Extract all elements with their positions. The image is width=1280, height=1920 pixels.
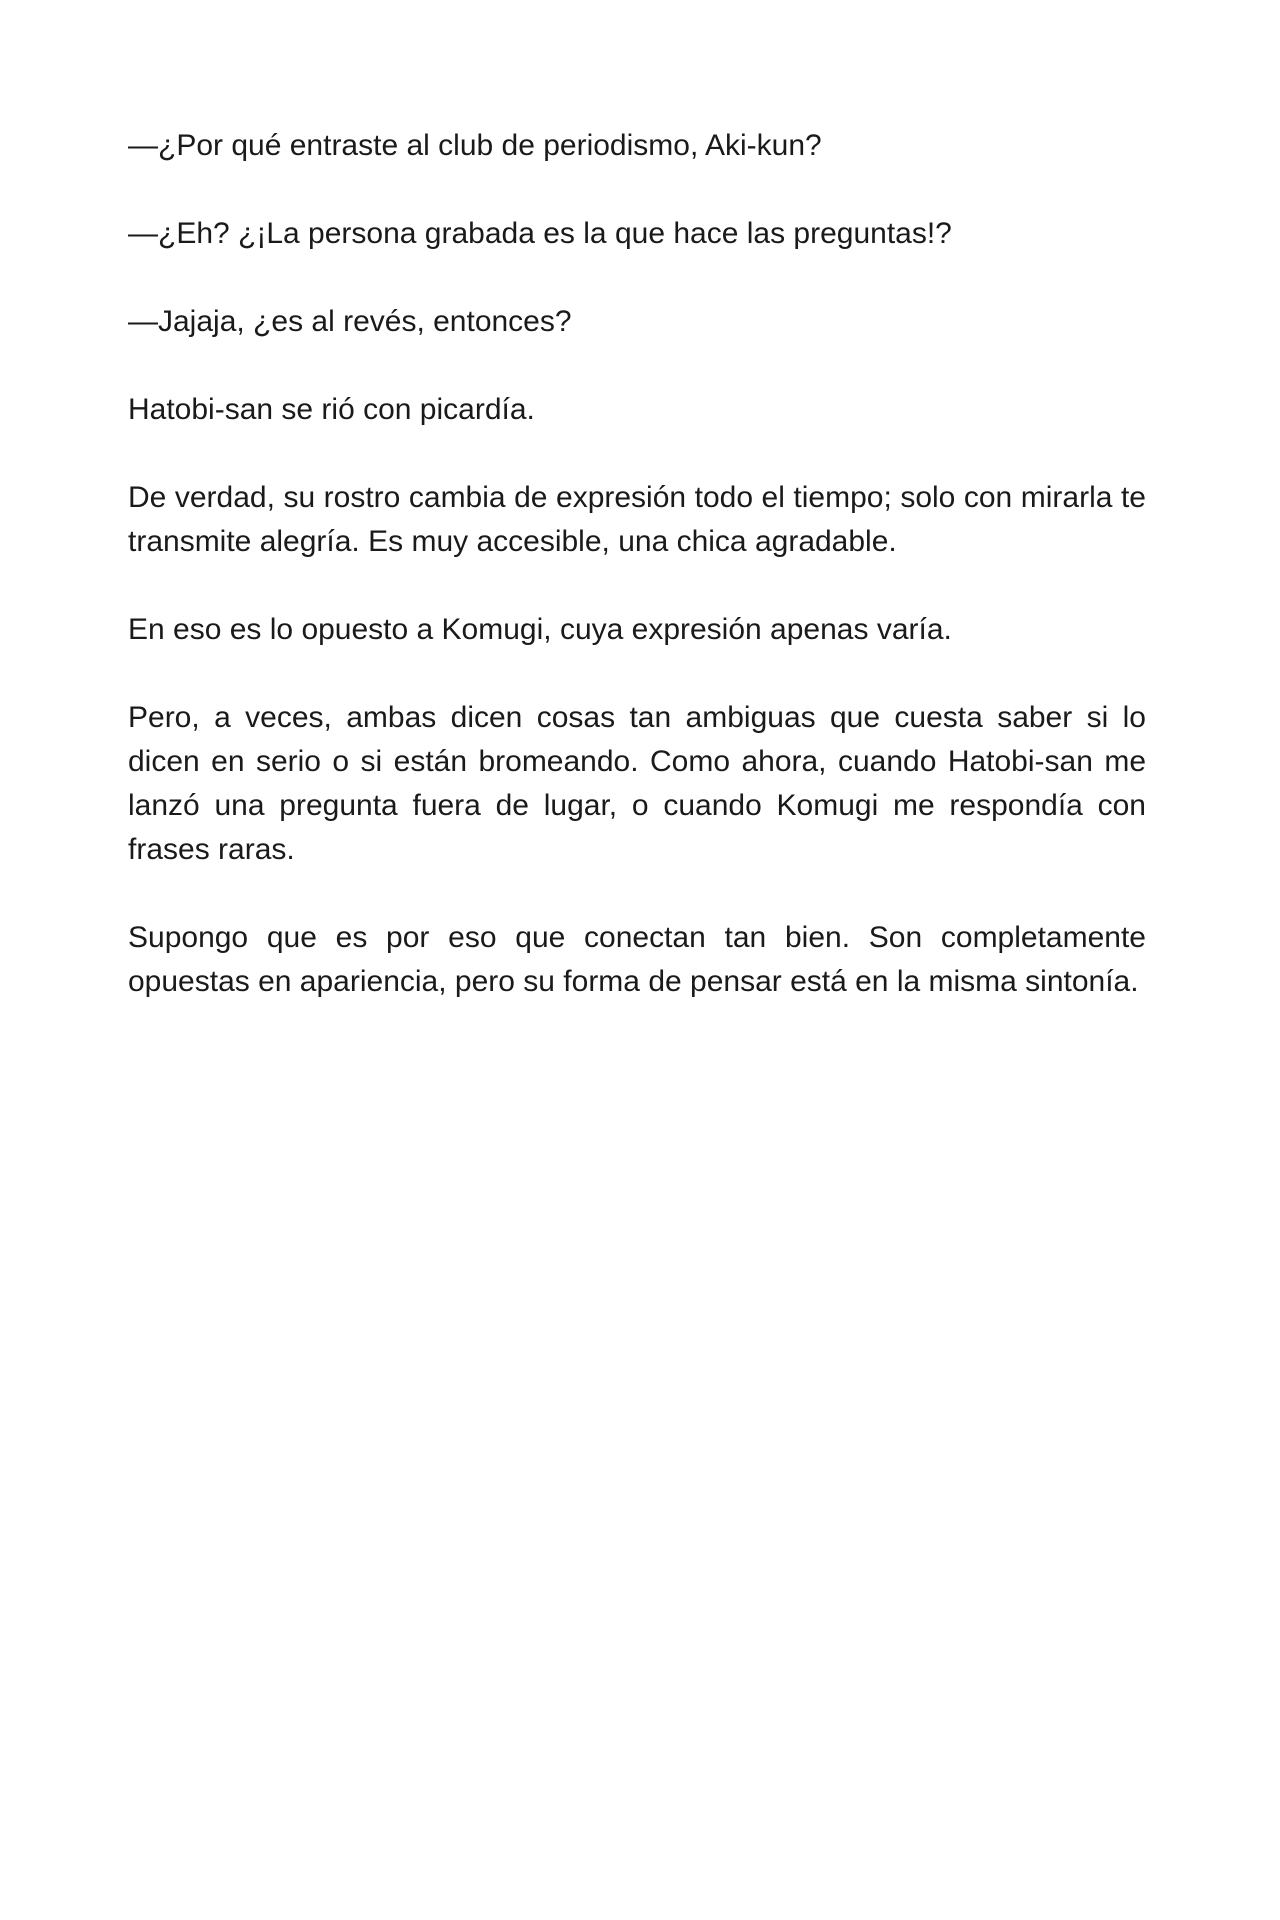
paragraph: —¿Eh? ¿¡La persona grabada es la que hace las preguntas!? [128, 217, 952, 250]
paragraph: —¿Por qué entraste al club de periodismo, Aki-kun? [128, 129, 822, 162]
paragraph: —Jajaja, ¿es al revés, entonces? [128, 305, 572, 338]
paragraph: De verdad, su rostro cambia de expresión todo el tiempo; solo con mirarla te transmite alegría. Es muy accesible, una chica agradable. [128, 481, 1146, 558]
paragraph: Pero, a veces, ambas dicen cosas tan ambiguas que cuesta saber si lo dicen en serio o si están bromeando. Como ahora, cuando Hatobi-san me lanzó una pregunta fuera de lugar, o cuando Komugi me respondía con frases raras. [128, 701, 1146, 866]
paragraph: Hatobi-san se rió con picardía. [128, 393, 535, 426]
document-page [128, 124, 1146, 1048]
paragraph: Supongo que es por eso que conectan tan bien. Son completamente opuestas en apariencia, pero su forma de pensar está en la misma sintonía. [128, 921, 1146, 998]
paragraph: En eso es lo opuesto a Komugi, cuya expresión apenas varía. [128, 613, 952, 646]
